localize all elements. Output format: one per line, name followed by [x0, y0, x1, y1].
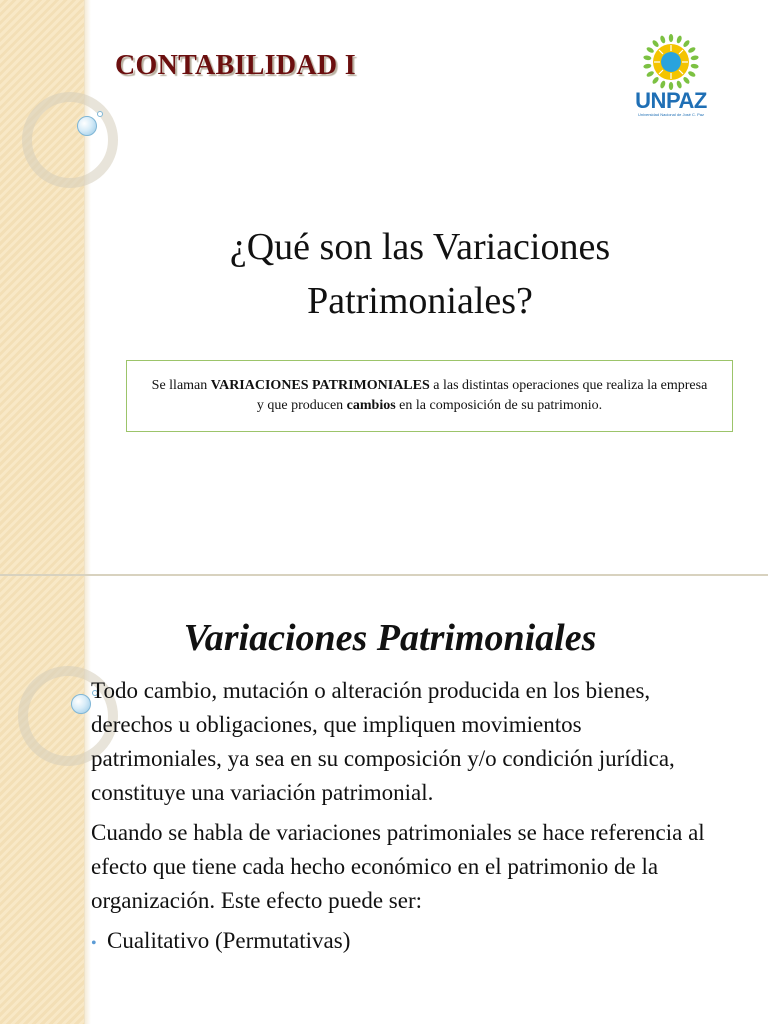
definition-part-2: a las distintas operaciones que realiza la empresa y que producen	[256, 378, 708, 413]
question-line-1: ¿Qué son las Variaciones	[229, 226, 611, 268]
definition-part-1: Se llaman	[151, 378, 211, 393]
decorative-bubble	[71, 694, 91, 714]
paragraph-2: Cuando se habla de variaciones patrimoniales se hace referencia al efecto que tiene cada hecho económico en el patrimonio de la organización. Este efecto puede ser:	[91, 820, 705, 913]
paragraph-1: Todo cambio, mutación o alteración producida en los bienes, derechos u obligaciones, que impliquen movimientos patrimoniales, ya sea en su composición y/o condición jurídica, constituye una variación patrimonial.	[91, 678, 675, 805]
bullet-dot-icon: •	[91, 935, 97, 952]
decorative-side-strip	[0, 0, 85, 574]
question-line-2: Patrimoniales?	[307, 280, 533, 322]
slide-2	[0, 576, 768, 1024]
slide-body	[91, 674, 711, 961]
definition-bold-term: VARIACIONES PATRIMONIALES	[210, 378, 430, 393]
decorative-bubble-small	[97, 111, 103, 117]
sun-logo-icon	[630, 34, 712, 90]
logo-subtitle: Universidad Nacional de José C. Paz	[637, 112, 705, 117]
bullet-item	[91, 924, 711, 961]
course-title: CONTABILIDAD I	[115, 50, 356, 81]
decorative-bubble	[77, 116, 97, 136]
decorative-ring	[22, 92, 118, 188]
slide-question	[100, 220, 740, 328]
definition-bold-cambios: cambios	[346, 398, 396, 413]
definition-box	[126, 360, 733, 432]
bullet-text: Cualitativo (Permutativas)	[107, 928, 351, 953]
definition-part-3: en la composición de su patrimonio.	[395, 398, 603, 413]
definition-text	[147, 376, 712, 416]
strip-edge	[85, 0, 91, 574]
unpaz-logo	[630, 34, 712, 122]
decorative-side-strip	[0, 576, 85, 1024]
section-title: Variaciones Patrimoniales	[183, 617, 597, 659]
logo-text: UNPAZ	[635, 88, 707, 113]
